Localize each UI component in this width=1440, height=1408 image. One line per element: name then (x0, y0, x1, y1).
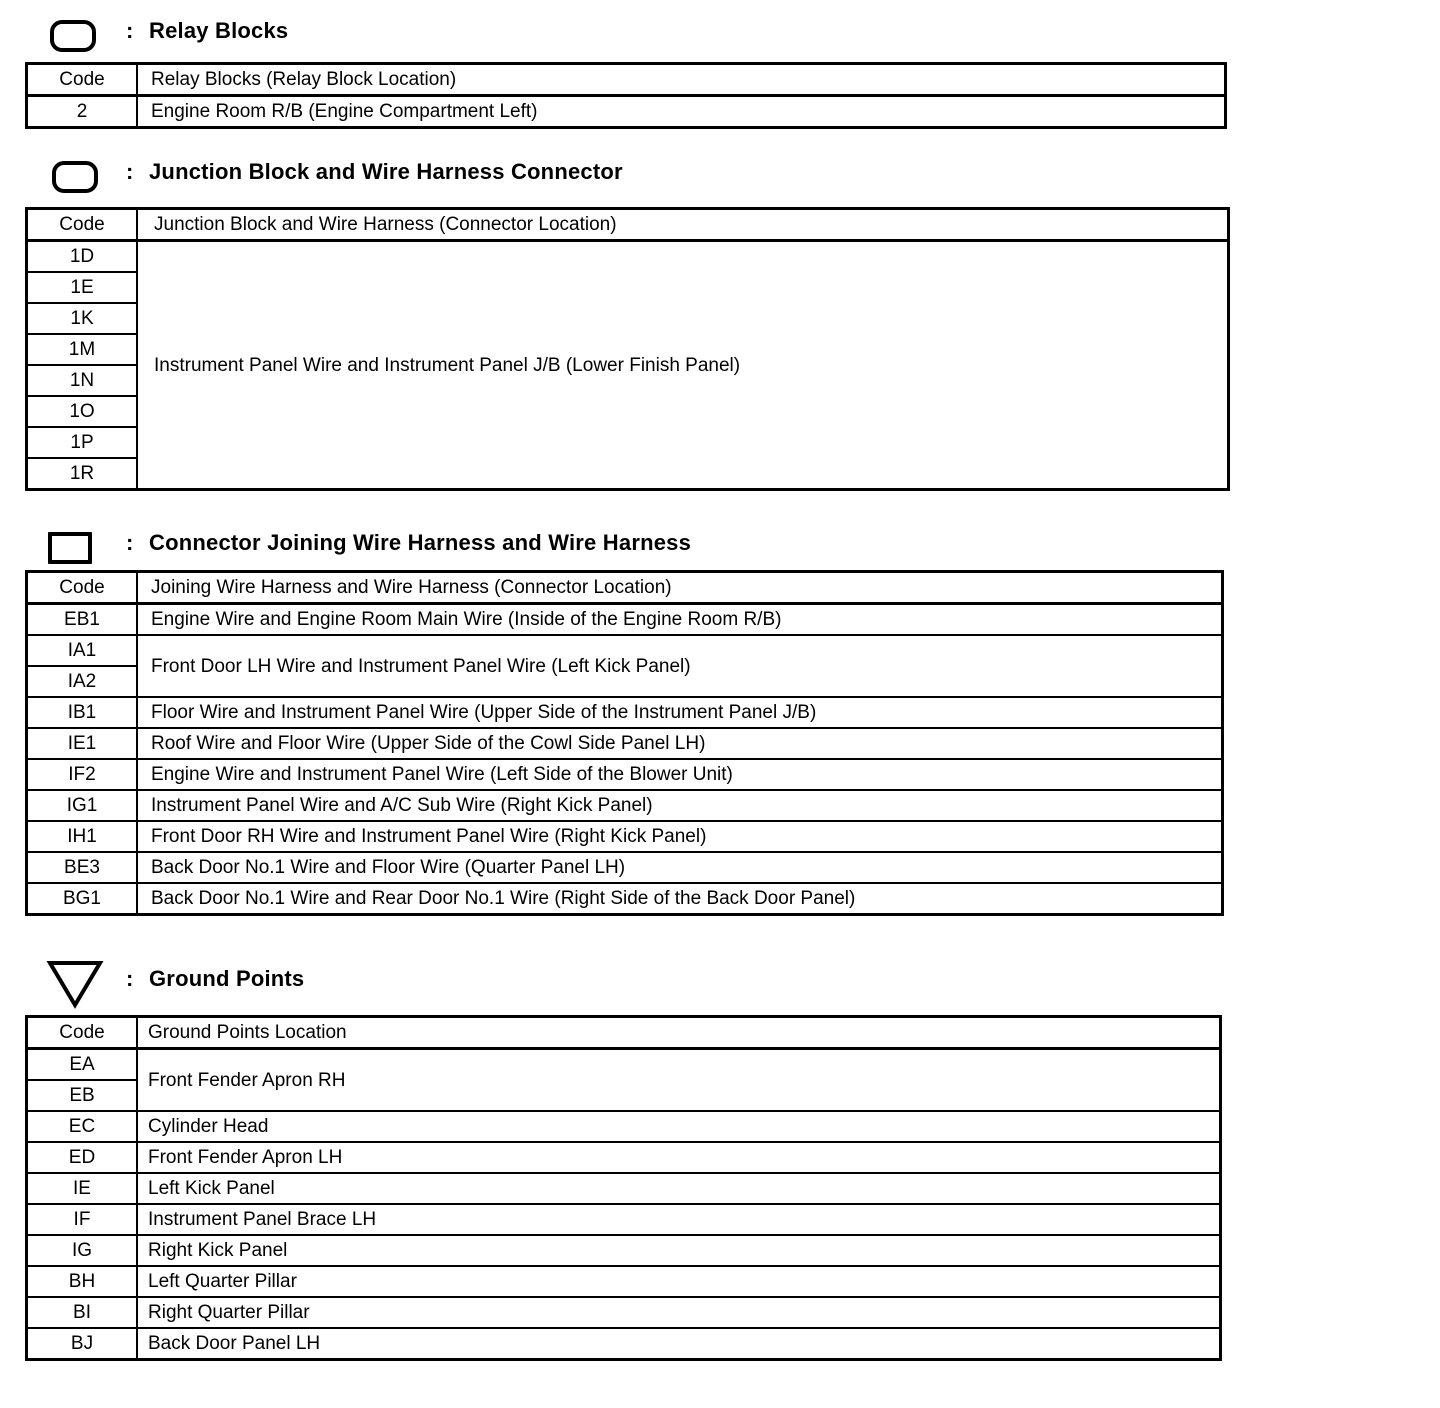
code-cell: EA (27, 1049, 138, 1081)
rounded-rectangle-icon (52, 161, 98, 193)
table-row (27, 604, 1223, 636)
code-cell: 1E (27, 272, 138, 303)
heading-colon: : (126, 530, 134, 555)
code-cell: 1M (27, 334, 138, 365)
table-row (27, 697, 1223, 728)
rectangle-icon (48, 532, 92, 564)
section-title: Connector Joining Wire Harness and Wire Harness (149, 530, 692, 555)
table-row (27, 1049, 1221, 1081)
code-cell: BI (27, 1297, 138, 1328)
location-cell: Engine Room R/B (Engine Compartment Left) (137, 96, 1226, 128)
table-header-row (27, 209, 1229, 241)
table-row (27, 1235, 1221, 1266)
code-cell: BJ (27, 1328, 138, 1360)
location-column-header: Joining Wire Harness and Wire Harness (Connector Location) (137, 572, 1223, 604)
location-cell: Front Fender Apron RH (137, 1049, 1221, 1112)
location-cell: Back Door No.1 Wire and Floor Wire (Quarter Panel LH) (137, 852, 1223, 883)
code-cell: IG (27, 1235, 138, 1266)
location-cell: Front Fender Apron LH (137, 1142, 1221, 1173)
table-row (27, 241, 1229, 273)
table-row (27, 790, 1223, 821)
code-cell: IA2 (27, 666, 138, 697)
table-row (27, 728, 1223, 759)
table-header-row (27, 1017, 1221, 1049)
table-row (27, 1204, 1221, 1235)
code-cell: 1R (27, 458, 138, 490)
location-cell: Cylinder Head (137, 1111, 1221, 1142)
location-cell: Engine Wire and Instrument Panel Wire (Left Side of the Blower Unit) (137, 759, 1223, 790)
location-cell: Back Door No.1 Wire and Rear Door No.1 Wire (Right Side of the Back Door Panel) (137, 883, 1223, 915)
table-header-row (27, 572, 1223, 604)
code-column-header: Code (27, 64, 138, 96)
code-cell: 1N (27, 365, 138, 396)
table-row (27, 1266, 1221, 1297)
relay-blocks-table (25, 62, 1227, 129)
code-cell: IG1 (27, 790, 138, 821)
location-cell: Instrument Panel Wire and A/C Sub Wire (Right Kick Panel) (137, 790, 1223, 821)
code-cell: 2 (27, 96, 138, 128)
heading-colon: : (126, 159, 134, 184)
table-row (27, 759, 1223, 790)
table-row (27, 852, 1223, 883)
down-triangle-icon (46, 960, 104, 1010)
code-cell: BE3 (27, 852, 138, 883)
code-column-header: Code (27, 1017, 138, 1049)
code-cell: BG1 (27, 883, 138, 915)
code-cell: EB1 (27, 604, 138, 636)
table-row (27, 1142, 1221, 1173)
section-title: Junction Block and Wire Harness Connector (149, 159, 623, 184)
code-cell: IF2 (27, 759, 138, 790)
code-cell: 1P (27, 427, 138, 458)
code-column-header: Code (27, 572, 138, 604)
location-column-header: Ground Points Location (137, 1017, 1221, 1049)
location-cell: Instrument Panel Wire and Instrument Panel J/B (Lower Finish Panel) (137, 241, 1229, 490)
location-cell: Right Kick Panel (137, 1235, 1221, 1266)
location-cell: Roof Wire and Floor Wire (Upper Side of the Cowl Side Panel LH) (137, 728, 1223, 759)
location-cell: Engine Wire and Engine Room Main Wire (Inside of the Engine Room R/B) (137, 604, 1223, 636)
ground-points-heading (0, 962, 1300, 1012)
connector-heading (0, 526, 1300, 566)
code-cell: IB1 (27, 697, 138, 728)
heading-colon: : (126, 966, 134, 991)
table-row (27, 1111, 1221, 1142)
ground-points-table (25, 1015, 1222, 1361)
table-row (27, 1173, 1221, 1204)
code-cell: 1D (27, 241, 138, 273)
code-cell: EB (27, 1080, 138, 1111)
code-cell: EC (27, 1111, 138, 1142)
location-column-header: Relay Blocks (Relay Block Location) (137, 64, 1226, 96)
location-cell: Right Quarter Pillar (137, 1297, 1221, 1328)
code-cell: 1K (27, 303, 138, 334)
table-header-row (27, 64, 1226, 96)
location-cell: Back Door Panel LH (137, 1328, 1221, 1360)
location-cell: Front Door LH Wire and Instrument Panel Wire (Left Kick Panel) (137, 635, 1223, 697)
code-cell: IF (27, 1204, 138, 1235)
table-row (27, 635, 1223, 666)
location-cell: Instrument Panel Brace LH (137, 1204, 1221, 1235)
junction-block-table (25, 207, 1230, 491)
code-cell: IH1 (27, 821, 138, 852)
table-row (27, 96, 1226, 128)
junction-block-heading (0, 155, 1300, 195)
code-cell: BH (27, 1266, 138, 1297)
location-cell: Front Door RH Wire and Instrument Panel Wire (Right Kick Panel) (137, 821, 1223, 852)
location-cell: Left Kick Panel (137, 1173, 1221, 1204)
section-title: Ground Points (149, 966, 305, 991)
heading-colon: : (126, 18, 134, 43)
table-row (27, 821, 1223, 852)
table-row (27, 1328, 1221, 1360)
table-row (27, 1297, 1221, 1328)
code-cell: 1O (27, 396, 138, 427)
location-cell: Floor Wire and Instrument Panel Wire (Upper Side of the Instrument Panel J/B) (137, 697, 1223, 728)
relay-blocks-heading (0, 14, 1300, 54)
code-column-header: Code (27, 209, 138, 241)
code-cell: IA1 (27, 635, 138, 666)
location-cell: Left Quarter Pillar (137, 1266, 1221, 1297)
location-column-header: Junction Block and Wire Harness (Connector Location) (137, 209, 1229, 241)
code-cell: IE (27, 1173, 138, 1204)
rounded-rectangle-icon (50, 20, 96, 52)
connector-table (25, 570, 1224, 916)
section-title: Relay Blocks (149, 18, 289, 43)
code-cell: IE1 (27, 728, 138, 759)
code-cell: ED (27, 1142, 138, 1173)
table-row (27, 883, 1223, 915)
